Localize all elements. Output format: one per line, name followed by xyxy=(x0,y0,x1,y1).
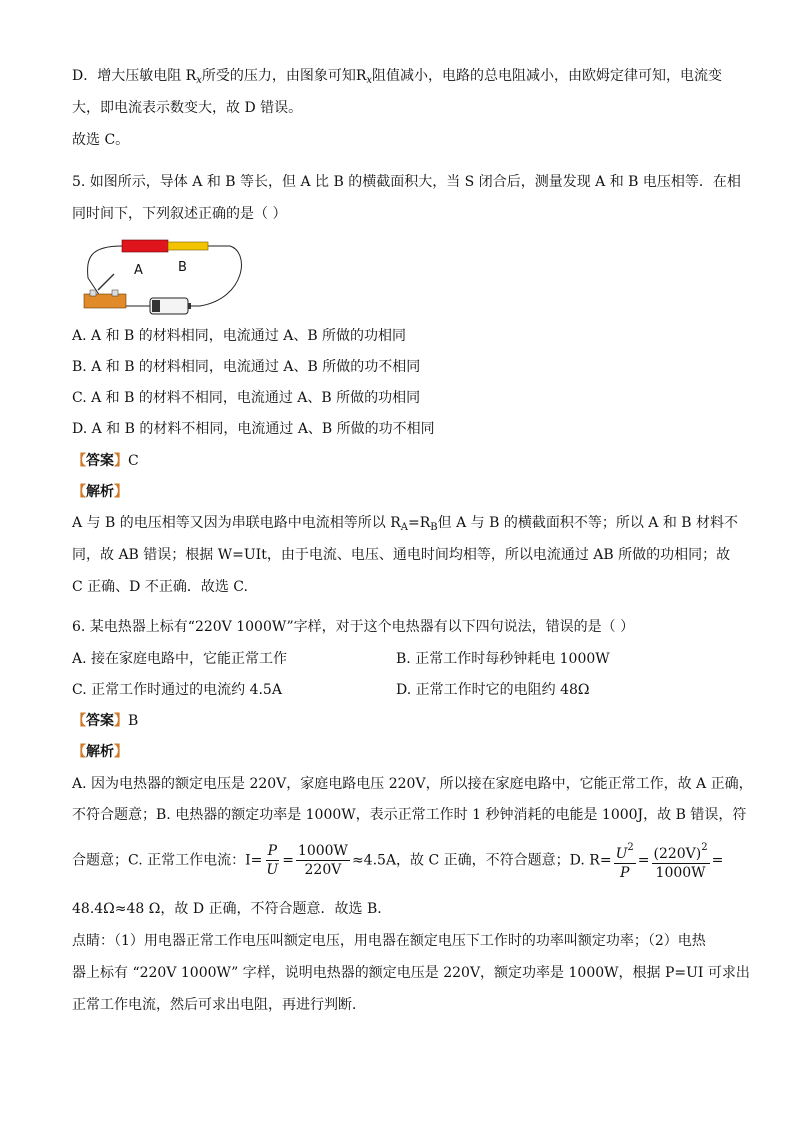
q5-option-a: A. A 和 B 的材料相同，电流通过 A、B 所做的功相同 xyxy=(72,328,407,344)
q6-option-c: C. 正常工作时通过的电流约 4.5A xyxy=(72,682,282,698)
prev-answer-line: 故选 C。 xyxy=(72,132,130,148)
q5-analysis-line2: 同，故 AB 错误；根据 W=UIt，由于电流、电压、通电时间均相等，所以电流通过 AB 所做的功相同；故 xyxy=(72,547,731,563)
q5-stem-line2: 同时间下，下列叙述正确的是（ ） xyxy=(72,206,287,222)
frac-voltage2-over-power: $\frac{(220V)^2}{1000W}$ xyxy=(652,839,710,882)
q6-stem: 6. 某电热器上标有“220V 1000W”字样，对于这个电热器有以下四句说法，错误的是（ ） xyxy=(72,619,635,635)
frac-p-over-u: $\frac{P}{U}$ xyxy=(266,843,279,878)
q6-analysis-tag: 【解析】 xyxy=(72,744,128,760)
conductor-a xyxy=(122,240,168,252)
prev-d-line2: 大，即电流表示数变大，故 D 错误。 xyxy=(72,100,303,116)
q6-formula-line: 合题意；C. 正常工作电流：I= $\frac{P}{U}$ = $\frac{1000W}{220V}$ ≈4.5A，故 C 正确，不符合题意；D. R= $\frac{U^2}{P}$ = $\frac{(220V)^2}{1000W}$ = xyxy=(72,839,723,882)
q5-option-b: B. A 和 B 的材料相同，电流通过 A、B 所做的功不相同 xyxy=(72,359,421,375)
q6-note-line3: 正常工作电流，然后可求出电阻，再进行判断． xyxy=(72,997,366,1013)
q5-answer: 【答案】C xyxy=(72,453,139,469)
q5-option-c: C. A 和 B 的材料不相同，电流通过 A、B 所做的功相同 xyxy=(72,390,421,406)
label-a: A xyxy=(134,263,143,278)
q6-option-a: A. 接在家庭电路中，它能正常工作 xyxy=(72,651,288,667)
q5-option-d: D. A 和 B 的材料不相同，电流通过 A、B 所做的功不相同 xyxy=(72,421,435,437)
q6-analysis-line2: 不符合题意；B. 电热器的额定功率是 1000W，表示正常工作时 1 秒钟消耗的电能是 1000J，故 B 错误，符 xyxy=(72,807,747,823)
label-b: B xyxy=(178,260,187,275)
q6-option-b: B. 正常工作时每秒钟耗电 1000W xyxy=(396,651,610,667)
circuit-diagram xyxy=(80,238,246,318)
switch-lever xyxy=(98,274,114,290)
q6-analysis-line1: A. 因为电热器的额定电压是 220V，家庭电路电压 220V，所以接在家庭电路中，它能正常工作，故 A 正确， xyxy=(72,776,753,792)
q5-stem-line1: 5. 如图所示，导体 A 和 B 等长，但 A 比 B 的横截面积大，当 S 闭合后，测量发现 A 和 B 电压相等．在相 xyxy=(72,174,741,190)
prev-d-line1: D．增大压敏电阻 $R_x$所受的压力，由图象可知$R_x$阻值减小，电路的总电阻减小，由欧姆定律可知，电流变 xyxy=(72,68,723,86)
q5-analysis-tag: 【解析】 xyxy=(72,484,128,500)
q6-note-line1: 点睛：（1）用电器正常工作电压叫额定电压，用电器在额定电压下工作时的功率叫额定功率；（2）电热 xyxy=(72,933,706,949)
q5-analysis-line3: C 正确、D 不正确．故选 C. xyxy=(72,579,248,595)
q6-option-d: D. 正常工作时它的电阻约 48Ω xyxy=(396,682,590,698)
q6-analysis-line4: 48.4Ω≈48 Ω，故 D 正确，不符合题意．故选 B. xyxy=(72,901,382,917)
conductor-b xyxy=(168,242,208,250)
q6-answer: 【答案】B xyxy=(72,713,139,729)
q6-note-line2: 器上标有 “220V 1000W” 字样，说明电热器的额定电压是 220V，额定功率是 1000W，根据 P=UI 可求出 xyxy=(72,965,750,981)
frac-u2-over-p: $\frac{U^2}{P}$ xyxy=(614,839,636,882)
q5-analysis-line1: A 与 B 的电压相等又因为串联电路中电流相等所以 $R_A=R_B$但 A 与 B 的横截面积不等；所以 A 和 B 材料不 xyxy=(72,515,739,533)
frac-power-over-voltage: $\frac{1000W}{220V}$ xyxy=(297,843,348,878)
